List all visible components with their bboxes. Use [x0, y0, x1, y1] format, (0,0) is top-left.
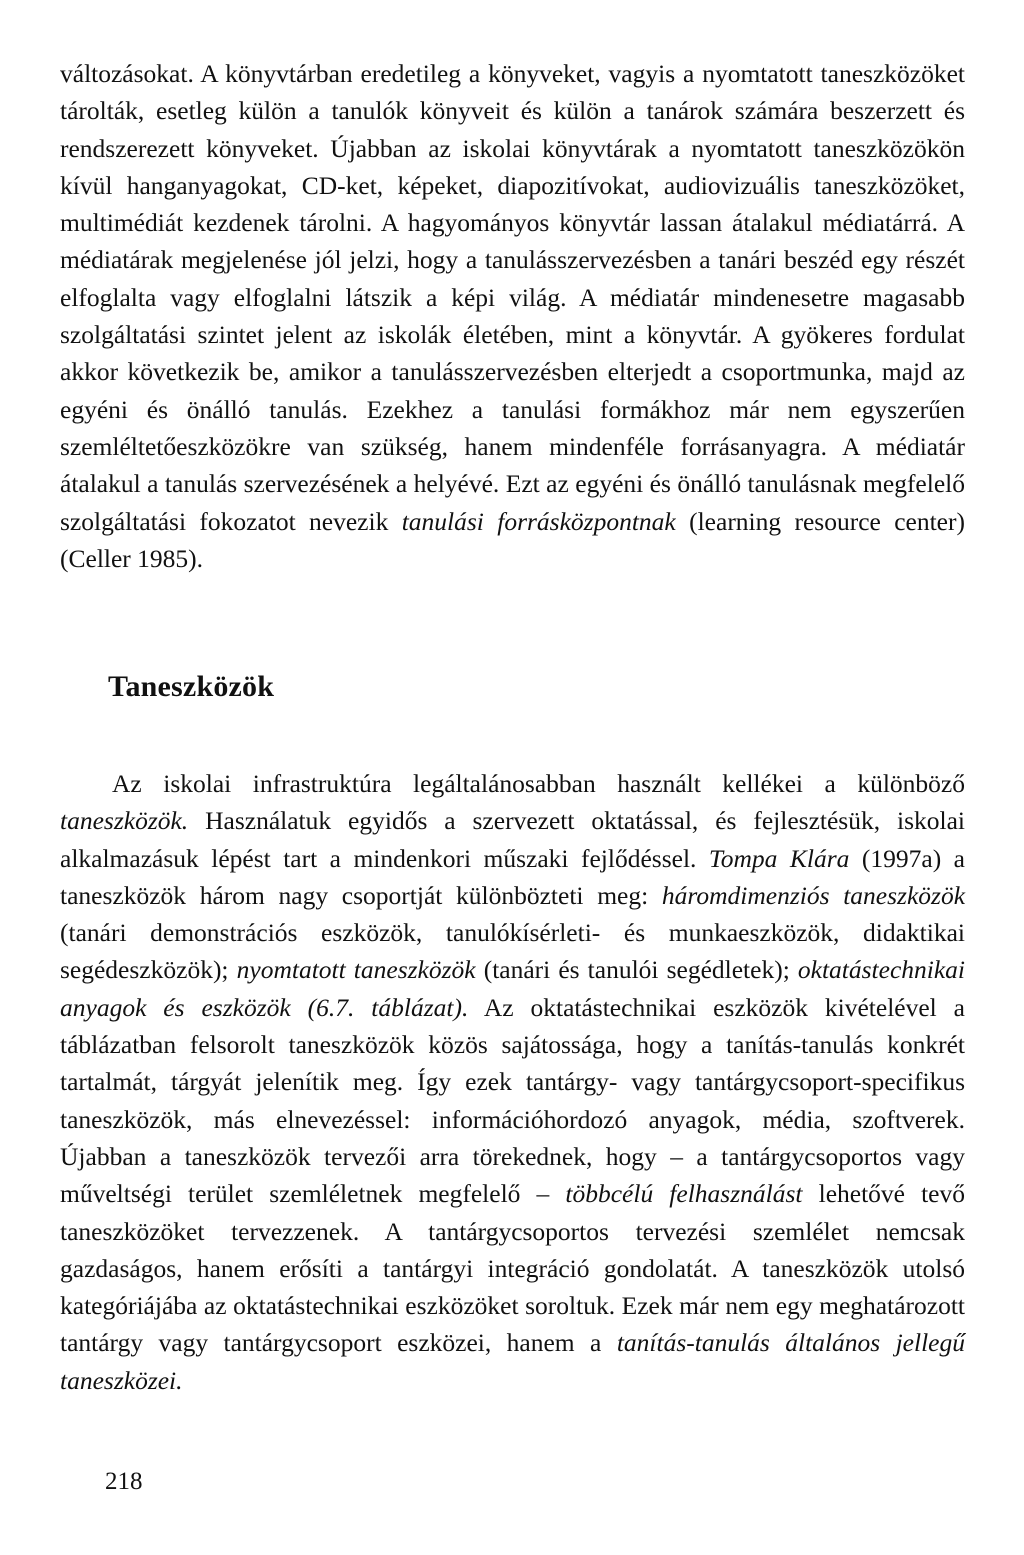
section-heading: Taneszközök: [108, 670, 275, 703]
italic-term-13: tanítás-tanulás általános jellegű taneszközei.: [60, 1328, 965, 1395]
italic-term-7: nyomtatott taneszközök: [236, 955, 476, 985]
italic-term-9: oktatástechnikai anyagok és eszközök (6.7. táblázat).: [60, 955, 966, 1022]
italic-term-1: tanulási forrásközpontnak: [401, 506, 676, 536]
text-run-10: Az oktatástechnikai eszközök kivételével a táblázatban felsorolt taneszközök közös sajátossága, hogy a tanítás-tanulás konkrét tartalmát, tárgyát jelenítik meg. Így ezek tantárgy- vagy tantárgycsoport-specifikus taneszközök, más elnevezéssel: információhordozó anyagok, média, szoftverek. Újabban a taneszközök tervezői arra törekednek, hogy – a tantárgycsoportos vagy műveltségi terület szemléletnek megfelelő –: [60, 992, 966, 1209]
text-run-6: (tanári demonstrációs eszközök, tanulókísérleti- és munkaeszközök, didaktikai segédeszközök);: [60, 918, 965, 985]
paragraph-intro: [60, 55, 965, 577]
italic-term-5: háromdimenziós taneszközök: [661, 880, 966, 910]
text-run-0: Az iskolai infrastruktúra legáltalánosabban használt kellékei a különböző: [112, 769, 965, 798]
page-number: 218: [105, 1468, 143, 1495]
italic-term-11: többcélú felhasználást: [565, 1179, 803, 1209]
text-run-2: (learning resource center) (Celler 1985).: [60, 506, 965, 573]
paragraph-taneszkozok: [60, 765, 965, 1399]
text-run-0: változásokat. A könyvtárban eredetileg a könyveket, vagyis a nyomtatott taneszközöket tárolták, esetleg külön a tanulók könyveit és külön a tanárok számára beszerzett és rendszerezett könyveket. Újabban az iskolai könyvtárak a nyomtatott taneszközökön kívül hanganyagokat, CD-ket, képeket, diapozitívokat, audiovizuális taneszközöket, multimédiát kezdenek tárolni. A hagyományos könyvtár lassan átalakul médiatárrá. A médiatárak megjelenése jól jelzi, hogy a tanulásszervezésben a tanári beszéd egy részét elfoglalta vagy elfoglalni látszik a képi világ. A médiatár mindenesetre magasabb szolgáltatási szintet jelent az iskolák életében, mint a könyvtár. A gyökeres fordulat akkor következik be, amikor a tanulásszervezésben elterjedt a csoportmunka, majd az egyéni és önálló tanulás. Ezekhez a tanulási formákhoz már nem egyszerűen szemléltetőeszközökre van szükség, hanem mindenféle forrásanyagra. A médiatár átalakul a tanulás szervezésének a helyévé. Ezt az egyéni és önálló tanulásnak megfelelő szolgáltatási fokozatot nevezik: [60, 59, 965, 536]
text-run-2: Használatuk egyidős a szervezett oktatással, és fejlesztésük, iskolai alkalmazásuk lépést tart a mindenkori műszaki fejlődéssel.: [60, 806, 965, 873]
text-run-12: lehetővé tevő taneszközöket tervezzenek. A tantárgycsoportos tervezési szemlélet nemcsak gazdaságos, hanem erősíti a tantárgyi integráció gondolatát. A taneszközök utolsó kategóriájába az oktatástechnikai eszközöket soroltuk. Ezek már nem egy meghatározott tantárgy vagy tantárgycsoport eszközei, hanem a: [60, 1179, 965, 1358]
italic-term-1: taneszközök.: [60, 806, 189, 836]
text-run-8: (tanári és tanulói segédletek);: [475, 955, 798, 985]
italic-term-3: Tompa Klára: [708, 843, 850, 873]
page-content: [60, 55, 966, 1395]
text-run-4: (1997a) a taneszközök három nagy csoportját különbözteti meg:: [60, 843, 965, 910]
